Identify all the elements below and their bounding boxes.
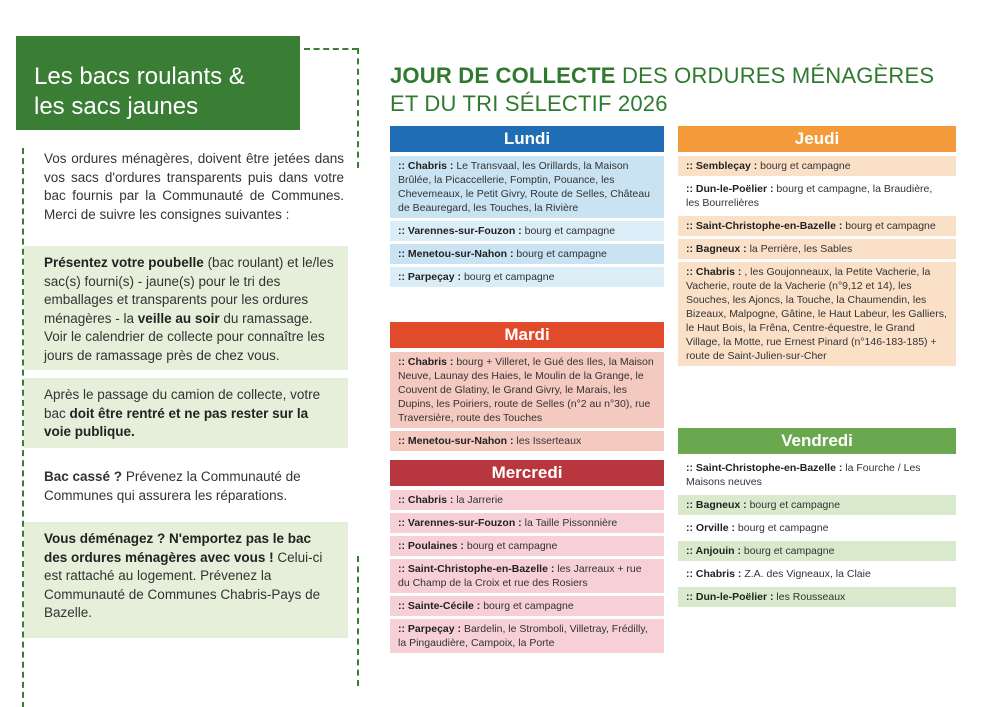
day-header-jeudi: Jeudi <box>678 126 956 152</box>
day-column-jeudi <box>678 126 956 369</box>
day-header-vendredi: Vendredi <box>678 428 956 454</box>
info-block-return <box>24 378 348 448</box>
collection-entry <box>390 619 664 653</box>
entry-place: :: Dun-le-Poëlier : <box>686 591 774 603</box>
entry-place: :: Chabris : <box>398 494 454 506</box>
entry-detail: bourg et campagne <box>842 220 936 232</box>
entry-detail: les Isserteaux <box>513 435 582 447</box>
entry-detail: bourg et campagne <box>741 545 835 557</box>
collection-entry <box>390 431 664 451</box>
collection-entry <box>678 587 956 607</box>
info-block-moving <box>24 522 348 638</box>
entry-detail: bourg + Villeret, le Gué des Iles, la Maison Neuve, Launay des Haies, le Moulin de la Grange, le Couvent de Glatiny, le Grand Givry, le Marais, les Dupins, les Poiriers, route de Selles (n°2 au n°30), rue Traversière, route des Touches <box>398 356 654 424</box>
entry-detail: bourg et campagne <box>735 522 829 534</box>
collection-entry <box>390 596 664 616</box>
collection-entry <box>390 156 664 218</box>
info-text: Celui-ci est rattaché au logement. Prévenez la Communauté de Communes Chabris-Pays de Bazelle. <box>44 549 323 620</box>
collection-entry <box>390 267 664 287</box>
entry-detail: bourg et campagne, la Braudière, les Bourrelières <box>686 183 933 209</box>
day-column-mercredi <box>390 460 664 656</box>
info-block-present <box>24 246 348 370</box>
day-column-vendredi <box>678 428 956 610</box>
entry-place: :: Anjouin : <box>686 545 742 557</box>
entry-detail: , les Goujonneaux, la Petite Vacherie, la Vacherie, route de la Vacherie (n°9,12 et 14), les Souches, les Ajoncs, la Touche, la Chaumendin, les Bizeaux, Malpogne, Gâtine, le Haut Labeur, les Galliers, le Haut Bois, la Frêna, Centre-équestre, le Grand Village, la Motte, rue Ernest Pinard (n°146-183-185) + route de Saint-Julien-sur-Cher <box>686 266 947 362</box>
page-title <box>390 62 950 118</box>
info-text: du ramassage. Voir le calendrier de collecte pour connaître les jours de ramassage près de chez vous. <box>44 310 325 363</box>
intro-text: Vos ordures ménagères, doivent être jetées dans vos sacs d'ordures transparents puis dans votre bac fournis par la Communauté de Communes. Merci de suivre les consignes suivantes : <box>44 151 344 222</box>
info-block-broken <box>44 468 344 505</box>
entry-place: :: Saint-Christophe-en-Bazelle : <box>686 220 843 232</box>
entry-place: :: Menetou-sur-Nahon : <box>398 435 514 447</box>
entry-place: :: Chabris : <box>398 356 454 368</box>
entry-place: :: Bagneux : <box>686 499 747 511</box>
entry-place: :: Chabris : <box>686 568 742 580</box>
day-header-mercredi: Mercredi <box>390 460 664 486</box>
collection-entry <box>678 518 956 538</box>
collection-entry <box>678 156 956 176</box>
info-text: Après le passage du camion de collecte, votre bac <box>44 387 321 421</box>
entry-place: :: Chabris : <box>398 160 454 172</box>
collection-entry <box>390 536 664 556</box>
collection-entry <box>678 239 956 259</box>
dashed-border <box>304 48 358 50</box>
title-bold: JOUR DE COLLECTE <box>390 63 616 88</box>
entry-place: :: Orville : <box>686 522 736 534</box>
entry-detail: bourg et campagne <box>757 160 851 172</box>
info-bold: doit être rentré et ne pas rester sur la voie publique. <box>44 405 309 439</box>
entry-place: :: Chabris : <box>686 266 742 278</box>
title-rest: DES ORDURES MÉNAGÈRES ET DU TRI SÉLECTIF 2026 <box>390 63 935 116</box>
collection-entry <box>390 352 664 428</box>
entry-place: :: Bagneux : <box>686 243 747 255</box>
entry-detail: les Jarreaux + rue du Champ de la Croix et rue des Rosiers <box>398 563 642 589</box>
section-header: Les bacs roulants & les sacs jaunes <box>16 36 300 130</box>
entry-detail: la Taille Pissonnière <box>521 517 618 529</box>
collection-entry <box>390 513 664 533</box>
collection-entry <box>390 221 664 241</box>
entry-detail: Bardelin, le Stromboli, Villetray, Frédilly, la Pingaudière, Campoix, la Porte <box>398 623 648 649</box>
entry-detail: bourg et campagne <box>480 600 574 612</box>
collection-entry <box>678 495 956 515</box>
collection-entry <box>678 262 956 366</box>
collection-entry <box>390 559 664 593</box>
entry-detail: les Rousseaux <box>773 591 846 603</box>
entry-detail: bourg et campagne <box>461 271 555 283</box>
collection-entry <box>390 490 664 510</box>
entry-place: :: Sembleçay : <box>686 160 758 172</box>
entry-detail: la Perrière, les Sables <box>746 243 853 255</box>
entry-detail: la Jarrerie <box>453 494 504 506</box>
entry-place: :: Menetou-sur-Nahon : <box>398 248 514 260</box>
info-text: Prévenez la Communauté de Communes qui assurera les réparations. <box>44 469 301 503</box>
entry-place: :: Parpeçay : <box>398 623 462 635</box>
entry-place: :: Saint-Christophe-en-Bazelle : <box>398 563 555 575</box>
entry-detail: la Fourche / Les Maisons neuves <box>686 462 921 488</box>
entry-place: :: Saint-Christophe-en-Bazelle : <box>686 462 843 474</box>
dashed-border <box>357 48 359 168</box>
info-bold: veille au soir <box>137 310 220 326</box>
collection-entry <box>390 244 664 264</box>
collection-entry <box>678 216 956 236</box>
info-bold: Bac cassé ? <box>44 469 123 484</box>
dashed-border <box>357 556 359 686</box>
entry-place: :: Sainte-Cécile : <box>398 600 481 612</box>
entry-place: :: Poulaines : <box>398 540 464 552</box>
collection-entry <box>678 179 956 213</box>
collection-entry <box>678 541 956 561</box>
entry-place: :: Varennes-sur-Fouzon : <box>398 225 522 237</box>
collection-entry <box>678 564 956 584</box>
entry-place: :: Varennes-sur-Fouzon : <box>398 517 522 529</box>
info-text: (bac roulant) et le/les sac(s) fourni(s) - jaune(s) pour le tri des emballages et transparents pour les ordures ménagères - la <box>44 255 334 326</box>
collection-entry <box>678 458 956 492</box>
entry-detail: Z.A. des Vigneaux, la Claie <box>741 568 871 580</box>
entry-place: :: Dun-le-Poëlier : <box>686 183 774 195</box>
entry-detail: bourg et campagne <box>513 248 607 260</box>
day-column-lundi <box>390 126 664 290</box>
info-bold: Présentez votre poubelle <box>44 255 204 270</box>
entry-detail: Le Transvaal, les Orillards, la Maison Brûlée, la Picaccellerie, Fomptin, Pouance, les Chevemeaux, le Petit Givry, Route de Selles, Château de Beauregard, les Touches, la Rivière <box>398 160 650 214</box>
info-bold: Vous déménagez ? N'emportez pas le bac des ordures ménagères avec vous ! <box>44 531 312 565</box>
day-header-lundi: Lundi <box>390 126 664 152</box>
entry-detail: bourg et campagne <box>746 499 841 511</box>
entry-detail: bourg et campagne <box>463 540 558 552</box>
entry-detail: bourg et campagne <box>521 225 616 237</box>
day-header-mardi: Mardi <box>390 322 664 348</box>
entry-place: :: Parpeçay : <box>398 271 462 283</box>
day-column-mardi <box>390 322 664 454</box>
